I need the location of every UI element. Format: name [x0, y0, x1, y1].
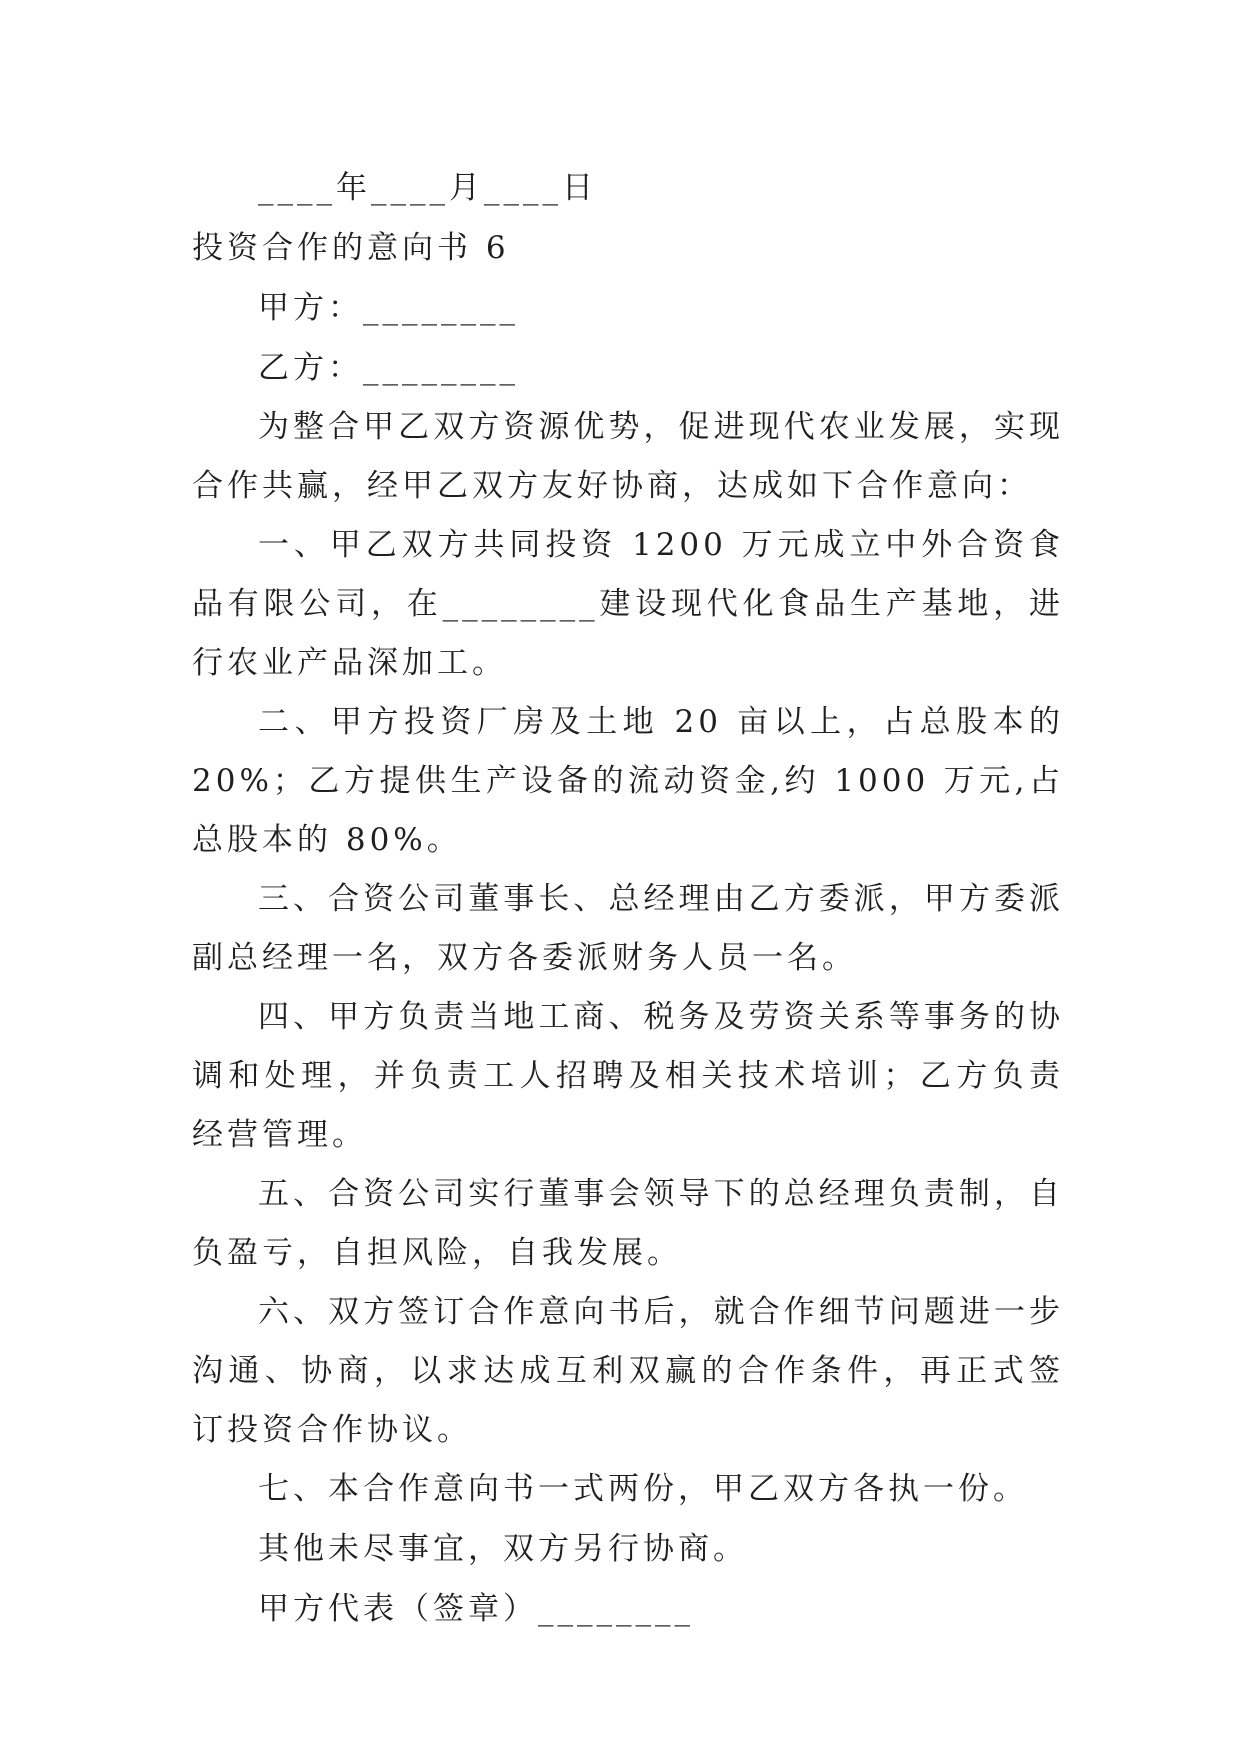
clause-4: 四、甲方负责当地工商、税务及劳资关系等事务的协调和处理，并负责工人招聘及相关技术培训；乙方负责经营管理。 [192, 999, 1064, 1153]
clause-1: 一、甲乙双方共同投资 1200 万元成立中外合资食品有限公司，在________建设现代化食品生产基地，进行农业产品深加工。 [192, 527, 1064, 681]
document-body [192, 158, 1064, 1639]
clause-5: 五、合资公司实行董事会领导下的总经理负责制，自负盈亏，自担风险，自我发展。 [192, 1176, 1064, 1271]
party-b-line: 乙方：________ [258, 350, 519, 386]
clause-3: 三、合资公司董事长、总经理由乙方委派，甲方委派副总经理一名，双方各委派财务人员一名。 [192, 881, 1064, 976]
date-line: ____年____月____日 [258, 170, 597, 206]
closing-line: 其他未尽事宜，双方另行协商。 [258, 1531, 748, 1567]
intro-paragraph: 为整合甲乙双方资源优势，促进现代农业发展，实现合作共赢，经甲乙双方友好协商，达成如下合作意向： [192, 409, 1064, 504]
party-a-line: 甲方：________ [258, 290, 519, 326]
clause-2: 二、甲方投资厂房及土地 20 亩以上，占总股本的 20%；乙方提供生产设备的流动资金,约 1000 万元,占总股本的 80%。 [192, 704, 1064, 858]
document-title: 投资合作的意向书 6 [192, 230, 510, 266]
clause-6: 六、双方签订合作意向书后，就合作细节问题进一步沟通、协商，以求达成互利双赢的合作条件，再正式签订投资合作协议。 [192, 1294, 1064, 1448]
signature-a-line: 甲方代表（签章）________ [258, 1591, 694, 1627]
clause-7: 七、本合作意向书一式两份，甲乙双方各执一份。 [258, 1471, 1028, 1507]
